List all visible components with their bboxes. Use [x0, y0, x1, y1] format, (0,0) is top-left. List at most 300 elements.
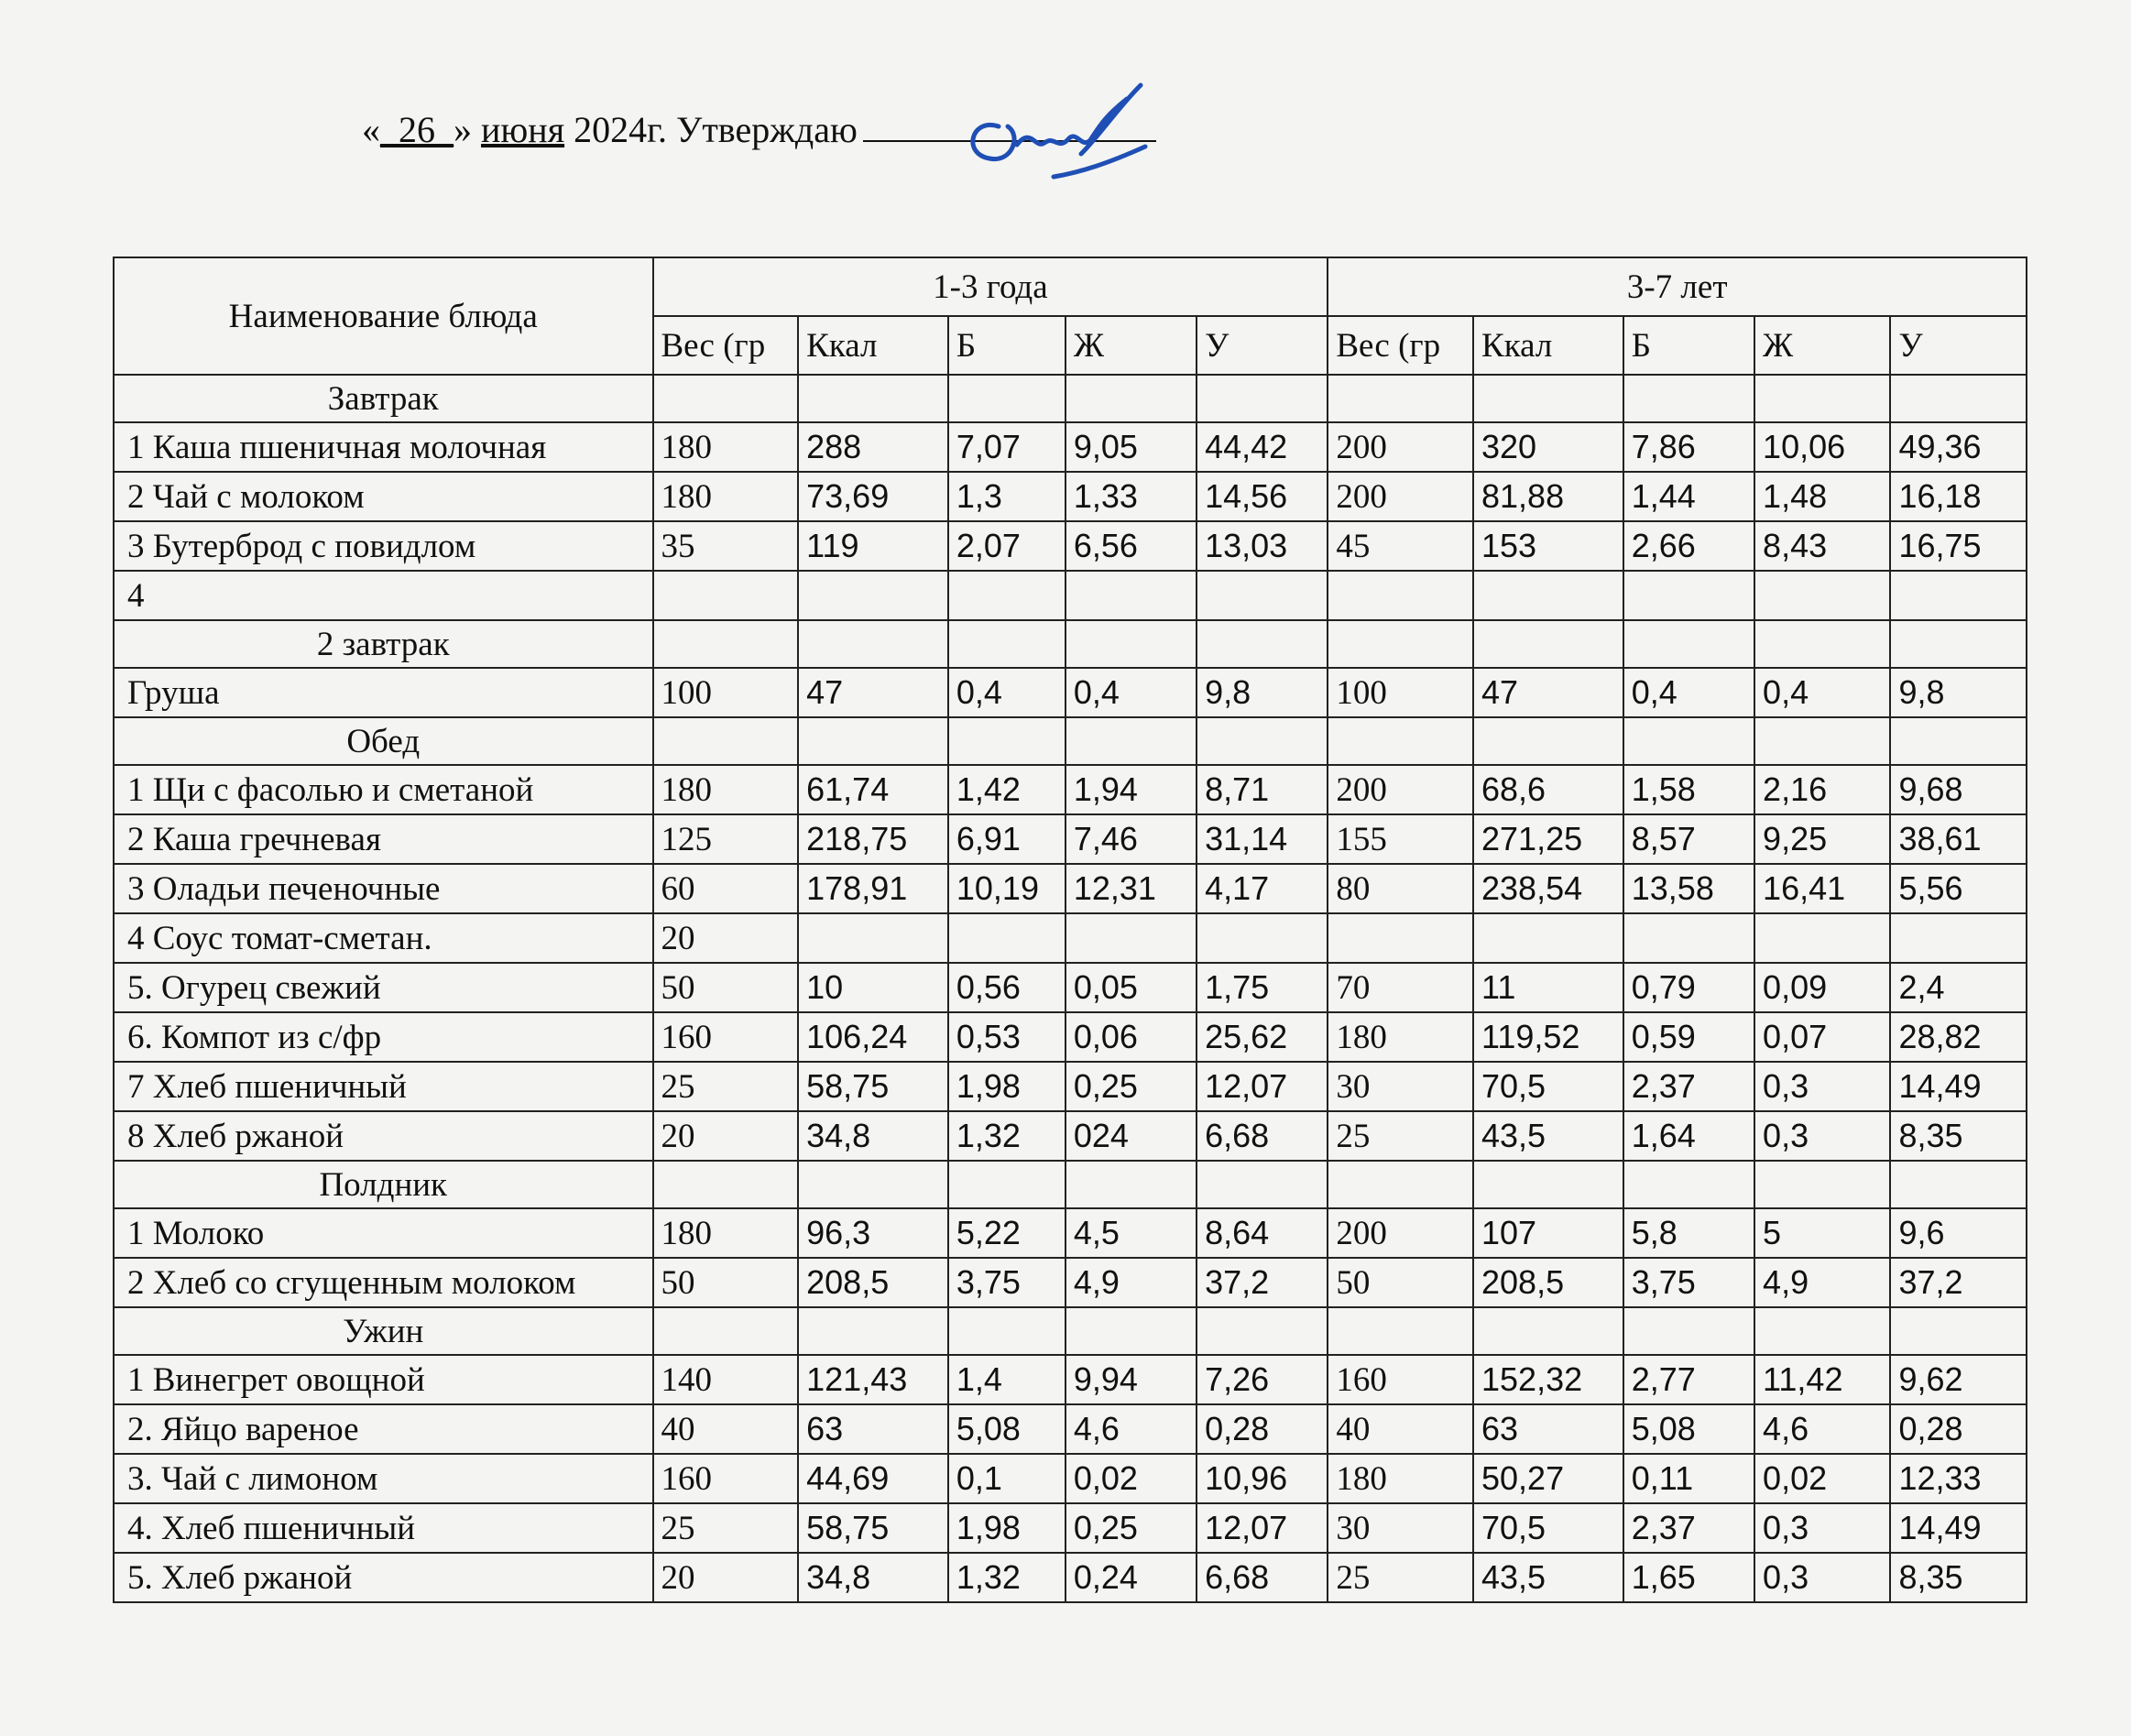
empty-cell [948, 375, 1066, 422]
value-cell: 20 [653, 1553, 799, 1602]
value-cell [1754, 571, 1890, 620]
value-cell: 106,24 [798, 1012, 948, 1062]
dish-name: 3. Чай с лимоном [114, 1454, 653, 1503]
empty-cell [1890, 1307, 2027, 1355]
value-cell: 70 [1328, 963, 1473, 1012]
section-row [114, 620, 2027, 668]
dish-name: 4 Соус томат-сметан. [114, 913, 653, 963]
value-cell: 49,36 [1890, 422, 2027, 472]
value-cell [1197, 571, 1328, 620]
value-cell: 0,3 [1754, 1503, 1890, 1553]
empty-cell [653, 620, 799, 668]
value-cell: 25 [653, 1062, 799, 1111]
value-cell: 0,4 [1754, 668, 1890, 717]
value-cell: 50 [653, 1258, 799, 1307]
value-cell: 5,8 [1623, 1208, 1754, 1258]
empty-cell [1890, 717, 2027, 765]
value-cell: 0,24 [1066, 1553, 1197, 1602]
value-cell [1197, 913, 1328, 963]
empty-cell [1754, 1161, 1890, 1208]
value-cell: 60 [653, 864, 799, 913]
table-row [114, 864, 2027, 913]
value-cell: 81,88 [1473, 472, 1623, 521]
value-cell: 180 [653, 765, 799, 814]
value-cell: 100 [653, 668, 799, 717]
column-header-b-6: Ккал [1473, 316, 1623, 375]
value-cell: 4,17 [1197, 864, 1328, 913]
value-cell: 0,11 [1623, 1454, 1754, 1503]
table-row [114, 521, 2027, 571]
value-cell: 34,8 [798, 1111, 948, 1161]
table-row [114, 1062, 2027, 1111]
empty-cell [1197, 1161, 1328, 1208]
empty-cell [1197, 620, 1328, 668]
value-cell: 1,65 [1623, 1553, 1754, 1602]
value-cell: 2,07 [948, 521, 1066, 571]
value-cell: 7,26 [1197, 1355, 1328, 1404]
empty-cell [1066, 375, 1197, 422]
dish-name: 1 Винегрет овощной [114, 1355, 653, 1404]
table-row [114, 1404, 2027, 1454]
value-cell: 68,6 [1473, 765, 1623, 814]
value-cell: 12,31 [1066, 864, 1197, 913]
value-cell: 125 [653, 814, 799, 864]
table-row [114, 1208, 2027, 1258]
column-header-a-2: Б [948, 316, 1066, 375]
value-cell: 40 [653, 1404, 799, 1454]
value-cell [1473, 571, 1623, 620]
empty-cell [1623, 375, 1754, 422]
value-cell: 119,52 [1473, 1012, 1623, 1062]
table-header-row [114, 257, 2027, 316]
value-cell [1328, 913, 1473, 963]
value-cell: 180 [653, 422, 799, 472]
value-cell: 9,25 [1754, 814, 1890, 864]
table-row [114, 1258, 2027, 1307]
value-cell: 2,77 [1623, 1355, 1754, 1404]
value-cell: 25 [1328, 1553, 1473, 1602]
value-cell: 1,3 [948, 472, 1066, 521]
quote-open: « [362, 109, 380, 150]
table-row [114, 422, 2027, 472]
value-cell: 6,68 [1197, 1553, 1328, 1602]
table-row [114, 668, 2027, 717]
empty-cell [1754, 620, 1890, 668]
value-cell: 40 [1328, 1404, 1473, 1454]
empty-cell [653, 717, 799, 765]
empty-cell [948, 1161, 1066, 1208]
value-cell: 25 [1328, 1111, 1473, 1161]
value-cell: 160 [653, 1012, 799, 1062]
date-year: 2024г. [574, 109, 667, 150]
empty-cell [1473, 1161, 1623, 1208]
section-title: Обед [114, 717, 653, 765]
value-cell: 6,91 [948, 814, 1066, 864]
value-cell: 180 [1328, 1012, 1473, 1062]
value-cell: 20 [653, 1111, 799, 1161]
value-cell: 160 [653, 1454, 799, 1503]
value-cell [1890, 571, 2027, 620]
section-title: Ужин [114, 1307, 653, 1355]
value-cell: 119 [798, 521, 948, 571]
empty-cell [1890, 375, 2027, 422]
empty-cell [1473, 1307, 1623, 1355]
value-cell: 14,49 [1890, 1062, 2027, 1111]
value-cell: 35 [653, 521, 799, 571]
empty-cell [798, 1307, 948, 1355]
value-cell: 0,3 [1754, 1062, 1890, 1111]
dish-name: 3 Бутерброд с повидлом [114, 521, 653, 571]
value-cell: 20 [653, 913, 799, 963]
column-header-b-7: Б [1623, 316, 1754, 375]
table-row [114, 814, 2027, 864]
value-cell: 180 [653, 472, 799, 521]
value-cell: 9,68 [1890, 765, 2027, 814]
empty-cell [798, 1161, 948, 1208]
value-cell: 8,64 [1197, 1208, 1328, 1258]
value-cell: 8,71 [1197, 765, 1328, 814]
value-cell: 5,08 [1623, 1404, 1754, 1454]
value-cell: 178,91 [798, 864, 948, 913]
value-cell: 12,33 [1890, 1454, 2027, 1503]
value-cell: 271,25 [1473, 814, 1623, 864]
value-cell: 0,4 [948, 668, 1066, 717]
dish-name: 5. Огурец свежий [114, 963, 653, 1012]
value-cell: 1,4 [948, 1355, 1066, 1404]
value-cell: 50 [653, 963, 799, 1012]
value-cell: 73,69 [798, 472, 948, 521]
empty-cell [1754, 375, 1890, 422]
dish-name: 3 Оладьи печеночные [114, 864, 653, 913]
value-cell: 47 [798, 668, 948, 717]
empty-cell [1473, 375, 1623, 422]
value-cell: 4,9 [1754, 1258, 1890, 1307]
value-cell: 1,98 [948, 1503, 1066, 1553]
value-cell: 1,33 [1066, 472, 1197, 521]
value-cell: 9,05 [1066, 422, 1197, 472]
value-cell: 9,8 [1197, 668, 1328, 717]
value-cell: 208,5 [798, 1258, 948, 1307]
value-cell: 2,66 [1623, 521, 1754, 571]
value-cell: 200 [1328, 422, 1473, 472]
empty-cell [1066, 1307, 1197, 1355]
menu-table [113, 257, 2027, 1603]
value-cell: 80 [1328, 864, 1473, 913]
value-cell: 1,42 [948, 765, 1066, 814]
value-cell: 1,94 [1066, 765, 1197, 814]
dish-name: 2 Каша гречневая [114, 814, 653, 864]
column-header-a-3: Ж [1066, 316, 1197, 375]
value-cell: 180 [653, 1208, 799, 1258]
value-cell: 1,98 [948, 1062, 1066, 1111]
dish-name: 1 Щи с фасолью и сметаной [114, 765, 653, 814]
value-cell: 4,5 [1066, 1208, 1197, 1258]
value-cell: 0,06 [1066, 1012, 1197, 1062]
empty-cell [1623, 717, 1754, 765]
table-row [114, 1553, 2027, 1602]
empty-cell [1623, 1307, 1754, 1355]
value-cell: 8,57 [1623, 814, 1754, 864]
value-cell [653, 571, 799, 620]
empty-cell [1473, 620, 1623, 668]
value-cell: 14,49 [1890, 1503, 2027, 1553]
value-cell: 8,35 [1890, 1111, 2027, 1161]
value-cell [1890, 913, 2027, 963]
value-cell: 1,75 [1197, 963, 1328, 1012]
value-cell: 1,32 [948, 1111, 1066, 1161]
value-cell: 11 [1473, 963, 1623, 1012]
value-cell: 16,41 [1754, 864, 1890, 913]
value-cell: 5,08 [948, 1404, 1066, 1454]
value-cell: 160 [1328, 1355, 1473, 1404]
value-cell: 58,75 [798, 1503, 948, 1553]
value-cell: 024 [1066, 1111, 1197, 1161]
value-cell: 5 [1754, 1208, 1890, 1258]
empty-cell [948, 1307, 1066, 1355]
value-cell: 152,32 [1473, 1355, 1623, 1404]
value-cell: 7,86 [1623, 422, 1754, 472]
value-cell: 0,07 [1754, 1012, 1890, 1062]
value-cell: 13,58 [1623, 864, 1754, 913]
empty-cell [1197, 717, 1328, 765]
value-cell: 50,27 [1473, 1454, 1623, 1503]
value-cell: 0,25 [1066, 1503, 1197, 1553]
section-row [114, 717, 2027, 765]
value-cell: 153 [1473, 521, 1623, 571]
value-cell: 50 [1328, 1258, 1473, 1307]
approve-label: Утверждаю [676, 109, 858, 150]
value-cell: 10,19 [948, 864, 1066, 913]
section-title: 2 завтрак [114, 620, 653, 668]
value-cell: 107 [1473, 1208, 1623, 1258]
empty-cell [1754, 1307, 1890, 1355]
table-row [114, 472, 2027, 521]
value-cell: 0,59 [1623, 1012, 1754, 1062]
value-cell: 11,42 [1754, 1355, 1890, 1404]
empty-cell [1066, 717, 1197, 765]
value-cell [1328, 571, 1473, 620]
column-header-a-1: Ккал [798, 316, 948, 375]
table-row [114, 1503, 2027, 1553]
value-cell [798, 913, 948, 963]
empty-cell [1197, 375, 1328, 422]
empty-cell [1623, 1161, 1754, 1208]
value-cell: 0,28 [1890, 1404, 2027, 1454]
value-cell: 1,58 [1623, 765, 1754, 814]
value-cell: 200 [1328, 765, 1473, 814]
value-cell: 0,79 [1623, 963, 1754, 1012]
value-cell: 4,9 [1066, 1258, 1197, 1307]
table-row [114, 1454, 2027, 1503]
dish-name: 2. Яйцо вареное [114, 1404, 653, 1454]
value-cell: 0,53 [948, 1012, 1066, 1062]
column-group-age-3-7: 3-7 лет [1328, 257, 2027, 316]
empty-cell [653, 1161, 799, 1208]
value-cell: 14,56 [1197, 472, 1328, 521]
value-cell: 96,3 [798, 1208, 948, 1258]
value-cell [1066, 571, 1197, 620]
dish-name: 8 Хлеб ржаной [114, 1111, 653, 1161]
value-cell [1473, 913, 1623, 963]
value-cell: 1,44 [1623, 472, 1754, 521]
value-cell: 2,37 [1623, 1503, 1754, 1553]
date-day: _26_ [380, 109, 454, 150]
table-row [114, 1111, 2027, 1161]
value-cell: 10 [798, 963, 948, 1012]
value-cell: 25,62 [1197, 1012, 1328, 1062]
empty-cell [1473, 717, 1623, 765]
value-cell: 1,32 [948, 1553, 1066, 1602]
value-cell: 0,02 [1066, 1454, 1197, 1503]
value-cell: 9,62 [1890, 1355, 2027, 1404]
empty-cell [1890, 620, 2027, 668]
value-cell: 2,16 [1754, 765, 1890, 814]
value-cell: 16,75 [1890, 521, 2027, 571]
dish-name: 1 Каша пшеничная молочная [114, 422, 653, 472]
dish-name: 1 Молоко [114, 1208, 653, 1258]
section-title: Завтрак [114, 375, 653, 422]
value-cell: 0,09 [1754, 963, 1890, 1012]
table-row [114, 913, 2027, 963]
section-row [114, 1161, 2027, 1208]
date-month: июня [481, 109, 565, 150]
value-cell: 6,68 [1197, 1111, 1328, 1161]
value-cell: 37,2 [1197, 1258, 1328, 1307]
value-cell: 1,64 [1623, 1111, 1754, 1161]
empty-cell [1328, 620, 1473, 668]
value-cell: 0,05 [1066, 963, 1197, 1012]
value-cell: 200 [1328, 472, 1473, 521]
value-cell: 320 [1473, 422, 1623, 472]
empty-cell [948, 717, 1066, 765]
value-cell [948, 571, 1066, 620]
value-cell [1623, 571, 1754, 620]
value-cell: 238,54 [1473, 864, 1623, 913]
empty-cell [798, 375, 948, 422]
value-cell: 43,5 [1473, 1111, 1623, 1161]
value-cell: 58,75 [798, 1062, 948, 1111]
value-cell: 218,75 [798, 814, 948, 864]
empty-cell [1328, 717, 1473, 765]
value-cell: 1,48 [1754, 472, 1890, 521]
value-cell: 208,5 [1473, 1258, 1623, 1307]
value-cell [798, 571, 948, 620]
value-cell: 34,8 [798, 1553, 948, 1602]
quote-close: » [454, 109, 472, 150]
section-row [114, 375, 2027, 422]
value-cell: 100 [1328, 668, 1473, 717]
empty-cell [1328, 1307, 1473, 1355]
value-cell: 0,1 [948, 1454, 1066, 1503]
value-cell: 0,02 [1754, 1454, 1890, 1503]
dish-name: 2 Хлеб со сгущенным молоком [114, 1258, 653, 1307]
value-cell: 121,43 [798, 1355, 948, 1404]
value-cell: 70,5 [1473, 1062, 1623, 1111]
value-cell: 180 [1328, 1454, 1473, 1503]
value-cell: 288 [798, 422, 948, 472]
empty-cell [653, 1307, 799, 1355]
value-cell: 5,22 [948, 1208, 1066, 1258]
value-cell: 7,07 [948, 422, 1066, 472]
value-cell: 16,18 [1890, 472, 2027, 521]
value-cell: 13,03 [1197, 521, 1328, 571]
value-cell: 9,94 [1066, 1355, 1197, 1404]
value-cell: 4,6 [1754, 1404, 1890, 1454]
value-cell: 0,28 [1197, 1404, 1328, 1454]
value-cell [1754, 913, 1890, 963]
value-cell: 2,37 [1623, 1062, 1754, 1111]
empty-cell [1328, 1161, 1473, 1208]
empty-cell [1066, 1161, 1197, 1208]
empty-cell [1197, 1307, 1328, 1355]
value-cell [1623, 913, 1754, 963]
value-cell: 9,6 [1890, 1208, 2027, 1258]
empty-cell [1623, 620, 1754, 668]
value-cell: 44,42 [1197, 422, 1328, 472]
value-cell: 0,3 [1754, 1111, 1890, 1161]
value-cell: 8,35 [1890, 1553, 2027, 1602]
dish-name: 4 [114, 571, 653, 620]
value-cell: 0,56 [948, 963, 1066, 1012]
column-header-b-8: Ж [1754, 316, 1890, 375]
value-cell: 45 [1328, 521, 1473, 571]
dish-name: 2 Чай с молоком [114, 472, 653, 521]
value-cell: 10,96 [1197, 1454, 1328, 1503]
value-cell: 43,5 [1473, 1553, 1623, 1602]
dish-name: 6. Компот из с/фр [114, 1012, 653, 1062]
value-cell: 47 [1473, 668, 1623, 717]
value-cell: 3,75 [948, 1258, 1066, 1307]
value-cell: 5,56 [1890, 864, 2027, 913]
value-cell: 30 [1328, 1062, 1473, 1111]
value-cell: 4,6 [1066, 1404, 1197, 1454]
value-cell: 12,07 [1197, 1503, 1328, 1553]
value-cell: 0,4 [1066, 668, 1197, 717]
value-cell [1066, 913, 1197, 963]
table-row [114, 1355, 2027, 1404]
value-cell: 9,8 [1890, 668, 2027, 717]
value-cell: 0,4 [1623, 668, 1754, 717]
value-cell: 12,07 [1197, 1062, 1328, 1111]
column-header-a-0: Вес (гр [653, 316, 799, 375]
dish-name: 7 Хлеб пшеничный [114, 1062, 653, 1111]
value-cell: 63 [1473, 1404, 1623, 1454]
dish-name: Груша [114, 668, 653, 717]
value-cell: 37,2 [1890, 1258, 2027, 1307]
dish-name: 5. Хлеб ржаной [114, 1553, 653, 1602]
column-header-dish: Наименование блюда [114, 257, 653, 375]
section-row [114, 1307, 2027, 1355]
table-row [114, 571, 2027, 620]
section-title: Полдник [114, 1161, 653, 1208]
empty-cell [1066, 620, 1197, 668]
empty-cell [653, 375, 799, 422]
value-cell [948, 913, 1066, 963]
value-cell: 28,82 [1890, 1012, 2027, 1062]
dish-name: 4. Хлеб пшеничный [114, 1503, 653, 1553]
empty-cell [948, 620, 1066, 668]
value-cell: 31,14 [1197, 814, 1328, 864]
empty-cell [1328, 375, 1473, 422]
column-group-age-1-3: 1-3 года [653, 257, 1328, 316]
value-cell: 44,69 [798, 1454, 948, 1503]
value-cell: 7,46 [1066, 814, 1197, 864]
value-cell: 10,06 [1754, 422, 1890, 472]
column-header-b-5: Вес (гр [1328, 316, 1473, 375]
value-cell: 200 [1328, 1208, 1473, 1258]
value-cell: 38,61 [1890, 814, 2027, 864]
table-row [114, 1012, 2027, 1062]
